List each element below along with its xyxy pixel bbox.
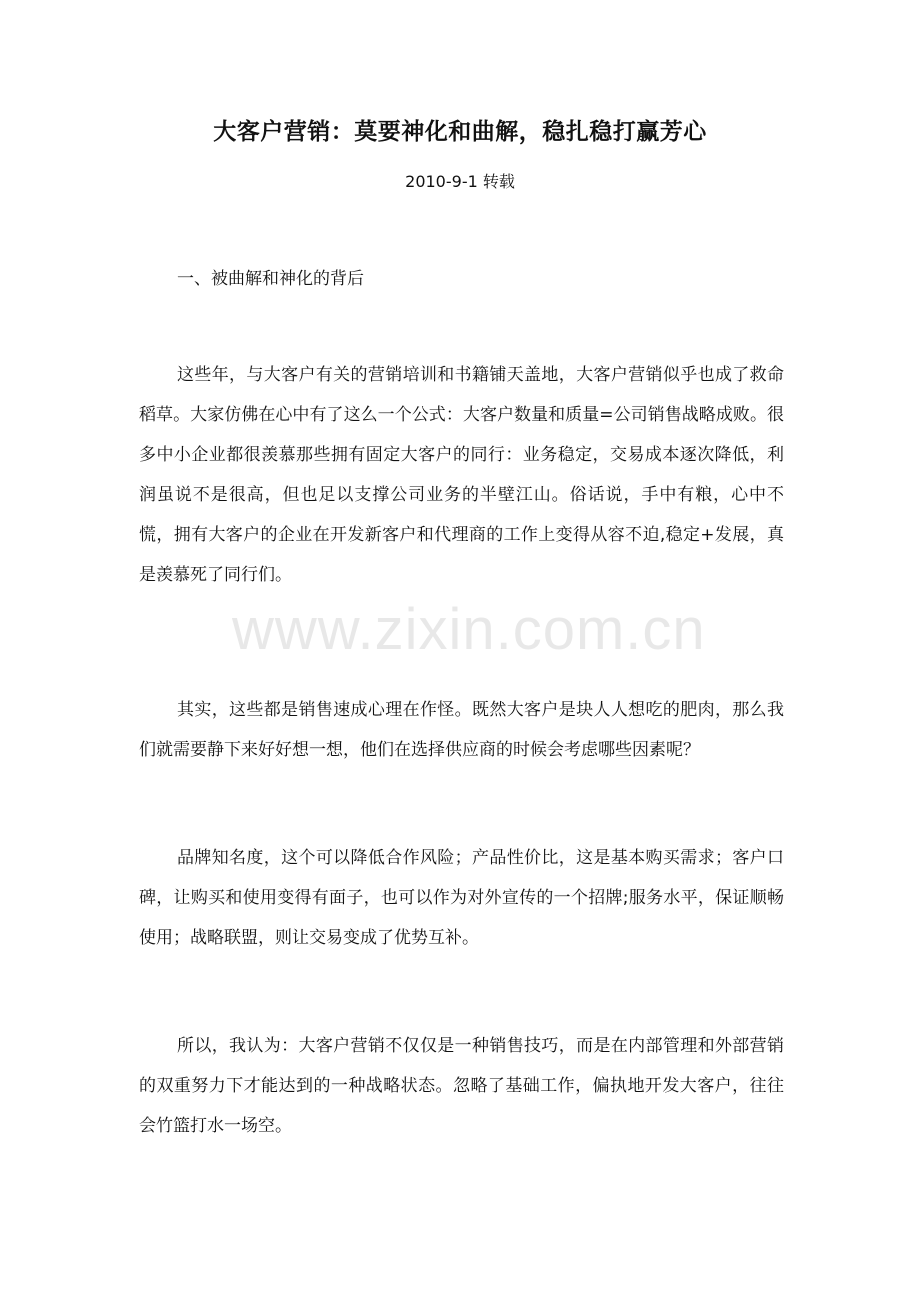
section-heading: 一、被曲解和神化的背后 xyxy=(177,269,364,289)
paragraph-2: 其实，这些都是销售速成心理在作怪。既然大客户是块人人想吃的肥肉，那么我们就需要静下来好好想一想，他们在选择供应商的时候会考虑哪些因素呢？ xyxy=(139,700,784,760)
date-line: 2010-9-1 转载 xyxy=(405,172,515,191)
paragraph-4: 所以，我认为：大客户营销不仅仅是一种销售技巧，而是在内部管理和外部营销的双重努力下才能达到的一种战略状态。忽略了基础工作，偏执地开发大客户，往往会竹篮打水一场空。 xyxy=(139,1036,784,1136)
watermark: www.zixin.com.cn xyxy=(232,597,706,662)
document-title: 大客户营销：莫要神化和曲解，稳扎稳打赢芳心 xyxy=(213,119,707,145)
paragraph-3: 品牌知名度，这个可以降低合作风险；产品性价比，这是基本购买需求；客户口碑，让购买和使用变得有面子，也可以作为对外宣传的一个招牌;服务水平，保证顺畅使用；战略联盟，则让交易变成了优势互补。 xyxy=(139,848,784,948)
paragraph-1: 这些年，与大客户有关的营销培训和书籍铺天盖地，大客户营销似乎也成了救命稻草。大家仿佛在心中有了这么一个公式：大客户数量和质量=公司销售战略成败。很多中小企业都很羡慕那些拥有固定大客户的同行：业务稳定，交易成本逐次降低，利润虽说不是很高，但也足以支撑公司业务的半壁江山。俗话说，手中有粮，心中不慌，拥有大客户的企业在开发新客户和代理商的工作上变得从容不迫,稳定+发展，真是羡慕死了同行们。 xyxy=(139,365,784,585)
